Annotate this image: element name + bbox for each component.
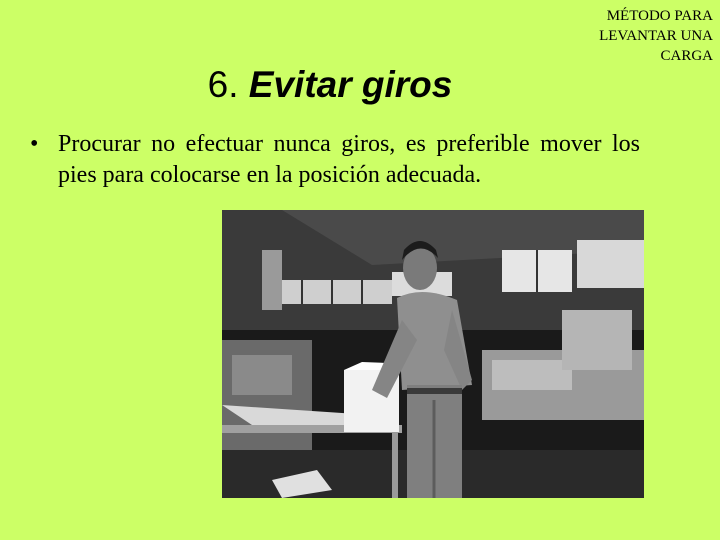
photo-illustration — [222, 210, 644, 498]
bullet-item — [30, 129, 640, 191]
header-note-line-3: CARGA — [660, 48, 713, 64]
header-note-line-2: LEVANTAR UNA — [599, 28, 713, 44]
bullet-dot-icon: • — [30, 131, 39, 157]
bullet-text: Procurar no efectuar nunca giros, es preferible mover los pies para colocarse en la posición adecuada. — [58, 131, 640, 188]
title-emphasis: Evitar giros — [248, 64, 453, 105]
warehouse-photo — [222, 210, 644, 498]
slide-title — [0, 64, 660, 106]
header-note — [493, 6, 713, 66]
header-note-line-1: MÉTODO PARA — [606, 8, 713, 24]
title-number: 6. — [207, 64, 239, 105]
